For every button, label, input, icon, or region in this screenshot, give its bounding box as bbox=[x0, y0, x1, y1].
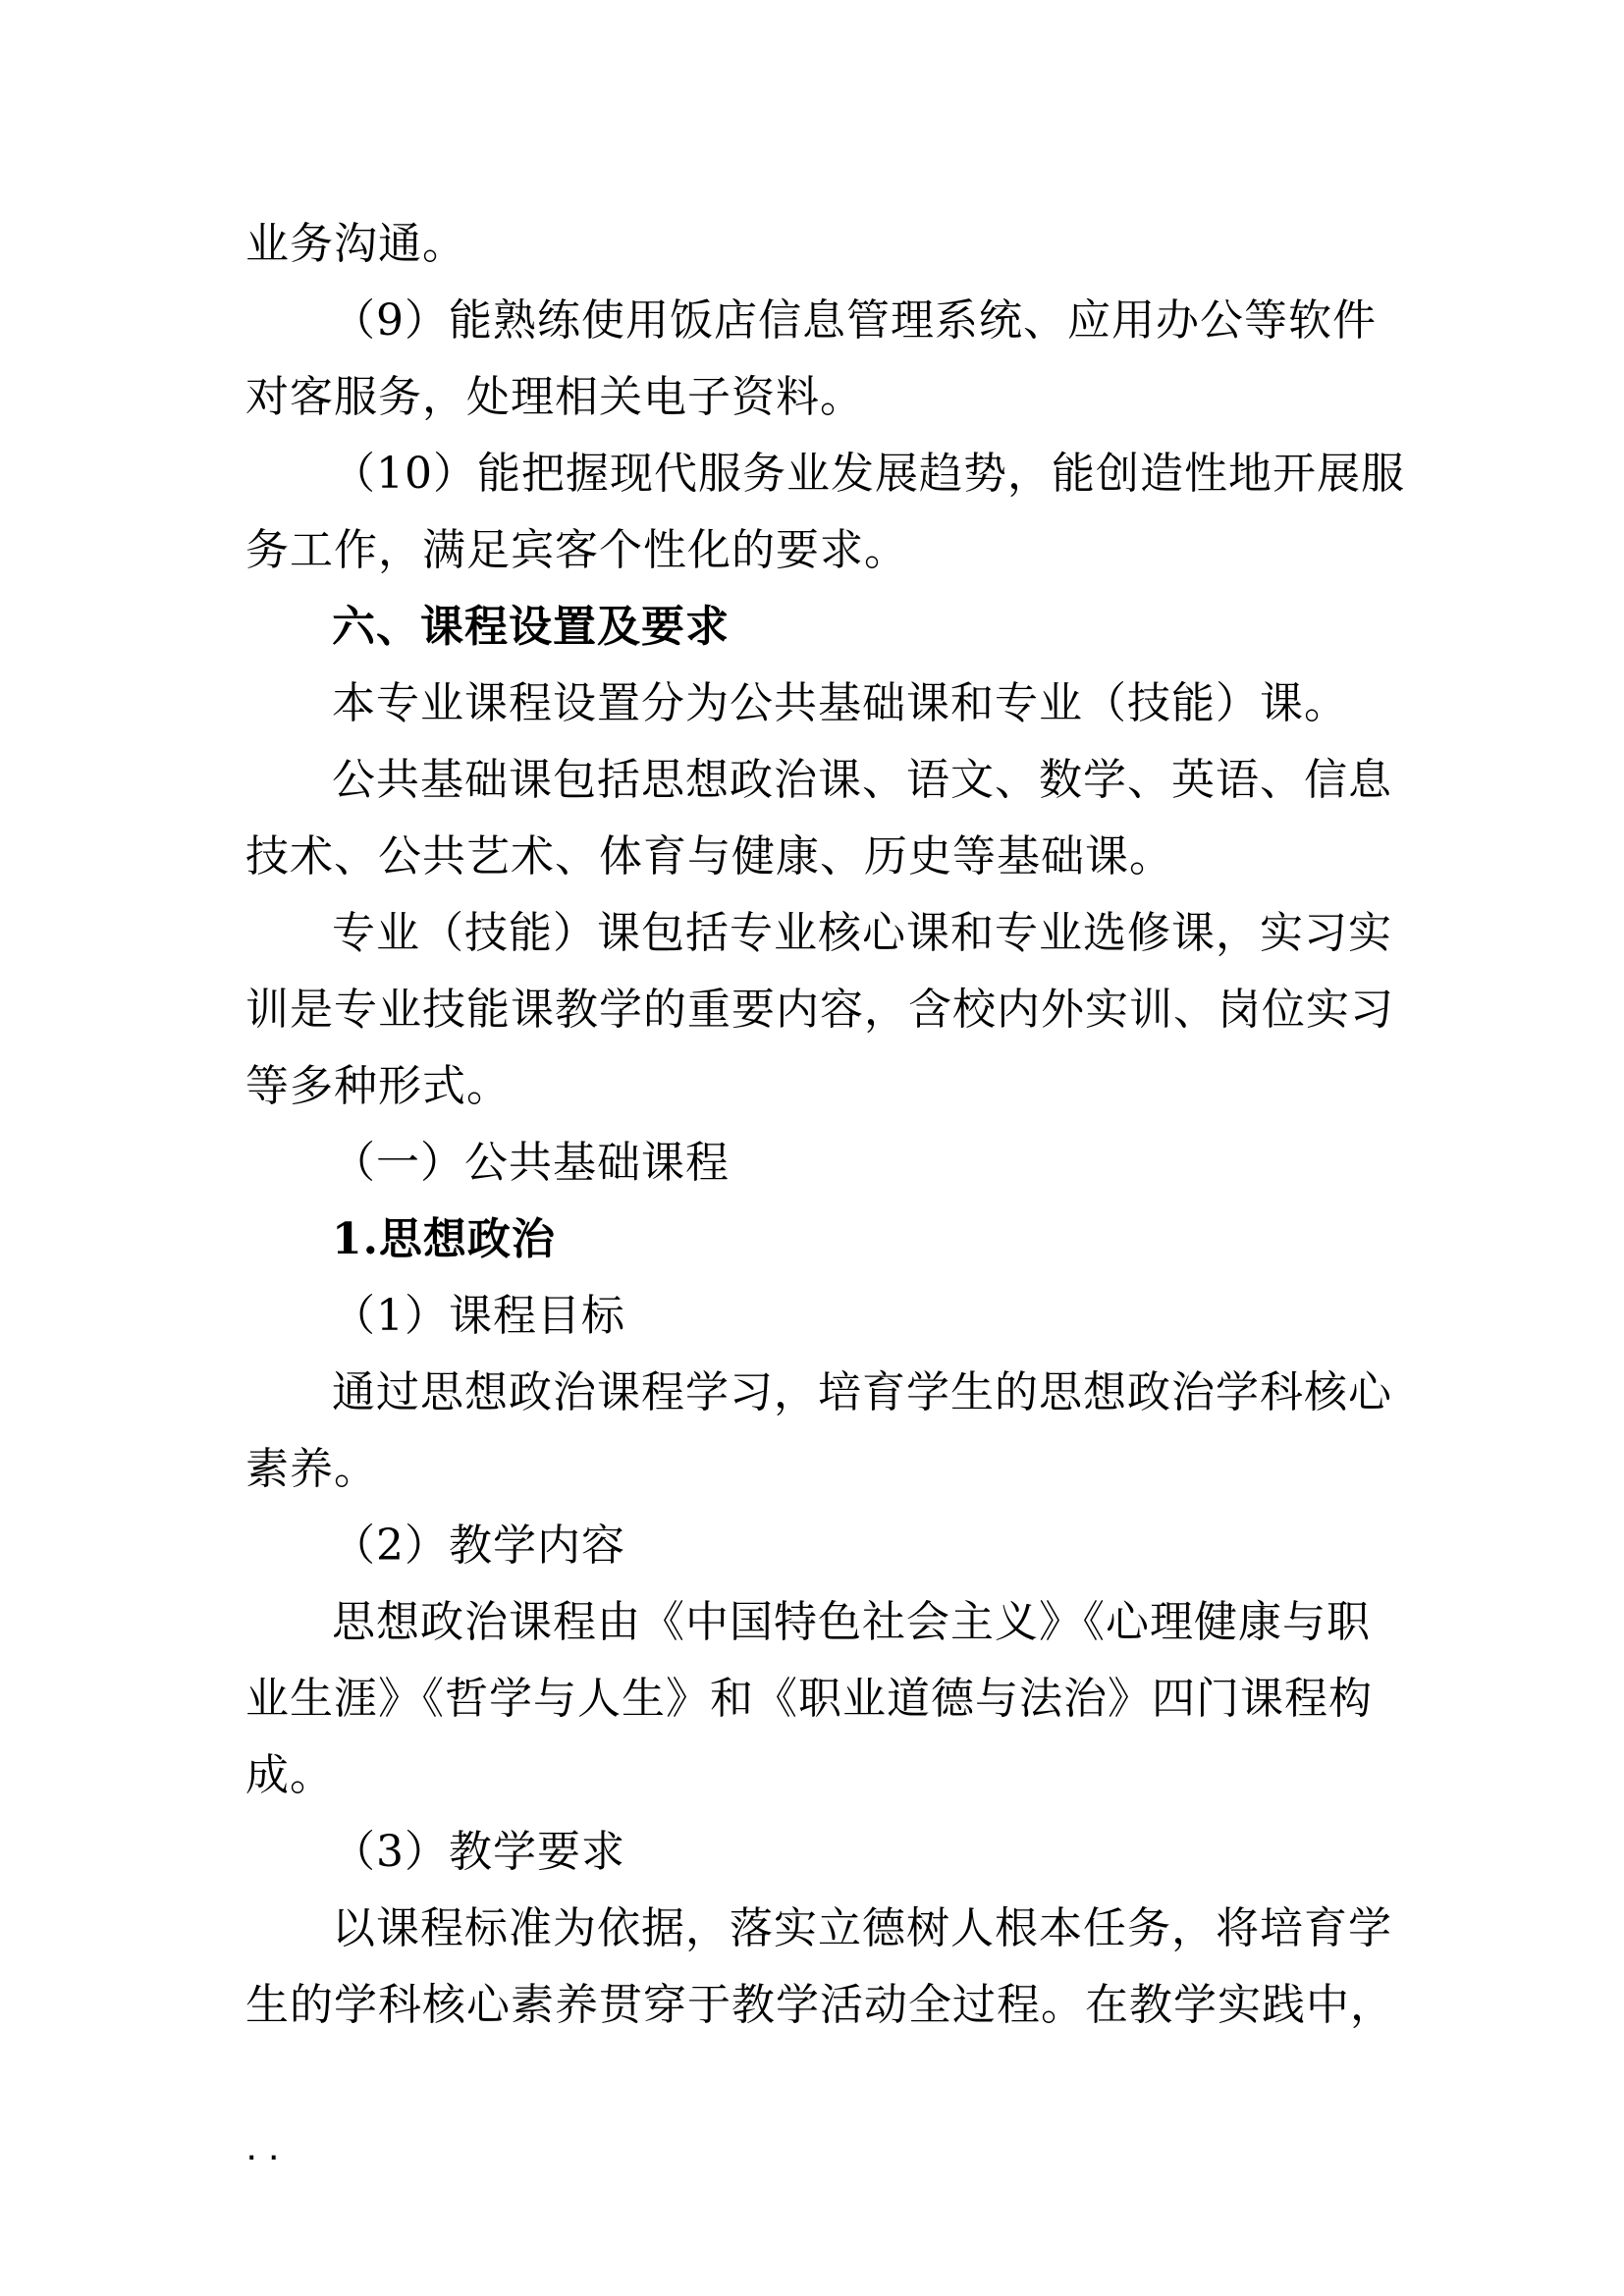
body-line: 务工作，满足宾客个性化的要求。 bbox=[245, 525, 908, 575]
body-line: 技术、公共艺术、体育与健康、历史等基础课。 bbox=[245, 831, 1173, 881]
document-text-block bbox=[245, 206, 1405, 2044]
body-line: （2）教学内容 bbox=[332, 1521, 625, 1571]
body-line: 业务沟通。 bbox=[245, 219, 466, 269]
body-line: （9）能熟练使用饭店信息管理系统、应用办公等软件 bbox=[332, 295, 1377, 346]
body-line: 公共基础课包括思想政治课、语文、数学、英语、信息 bbox=[332, 755, 1392, 805]
course-heading: 1.思想政治 bbox=[332, 1214, 556, 1264]
body-line: 思想政治课程由《中国特色社会主义》《心理健康与职 bbox=[332, 1597, 1371, 1647]
subsection-heading: （一）公共基础课程 bbox=[332, 1138, 730, 1188]
body-line: （1）课程目标 bbox=[332, 1291, 625, 1341]
body-line: 专业（技能）课包括专业核心课和专业选修课，实习实 bbox=[332, 908, 1392, 958]
body-line: 通过思想政治课程学习，培育学生的思想政治学科核心 bbox=[332, 1367, 1392, 1417]
body-line: （3）教学要求 bbox=[332, 1827, 625, 1877]
body-line: 业生涯》《哲学与人生》和《职业道德与法治》四门课程构 bbox=[245, 1674, 1373, 1724]
body-line: 训是专业技能课教学的重要内容，含校内外实训、岗位实习 bbox=[245, 985, 1394, 1035]
page-artifact-dots: .. bbox=[244, 2138, 289, 2165]
body-line: 本专业课程设置分为公共基础课和专业（技能）课。 bbox=[332, 678, 1348, 728]
body-line: 素养。 bbox=[245, 1444, 378, 1494]
section-heading: 六、课程设置及要求 bbox=[332, 602, 730, 652]
body-line: 对客服务，处理相关电子资料。 bbox=[245, 372, 864, 422]
body-line: 以课程标准为依据，落实立德树人根本任务，将培育学 bbox=[332, 1903, 1392, 1953]
body-line: 等多种形式。 bbox=[245, 1061, 511, 1111]
body-line: （10）能把握现代服务业发展趋势，能创造性地开展服 bbox=[332, 449, 1405, 499]
body-line: 成。 bbox=[245, 1750, 334, 1800]
body-line: 生的学科核心素养贯穿于教学活动全过程。在教学实践中， bbox=[245, 1980, 1394, 2030]
